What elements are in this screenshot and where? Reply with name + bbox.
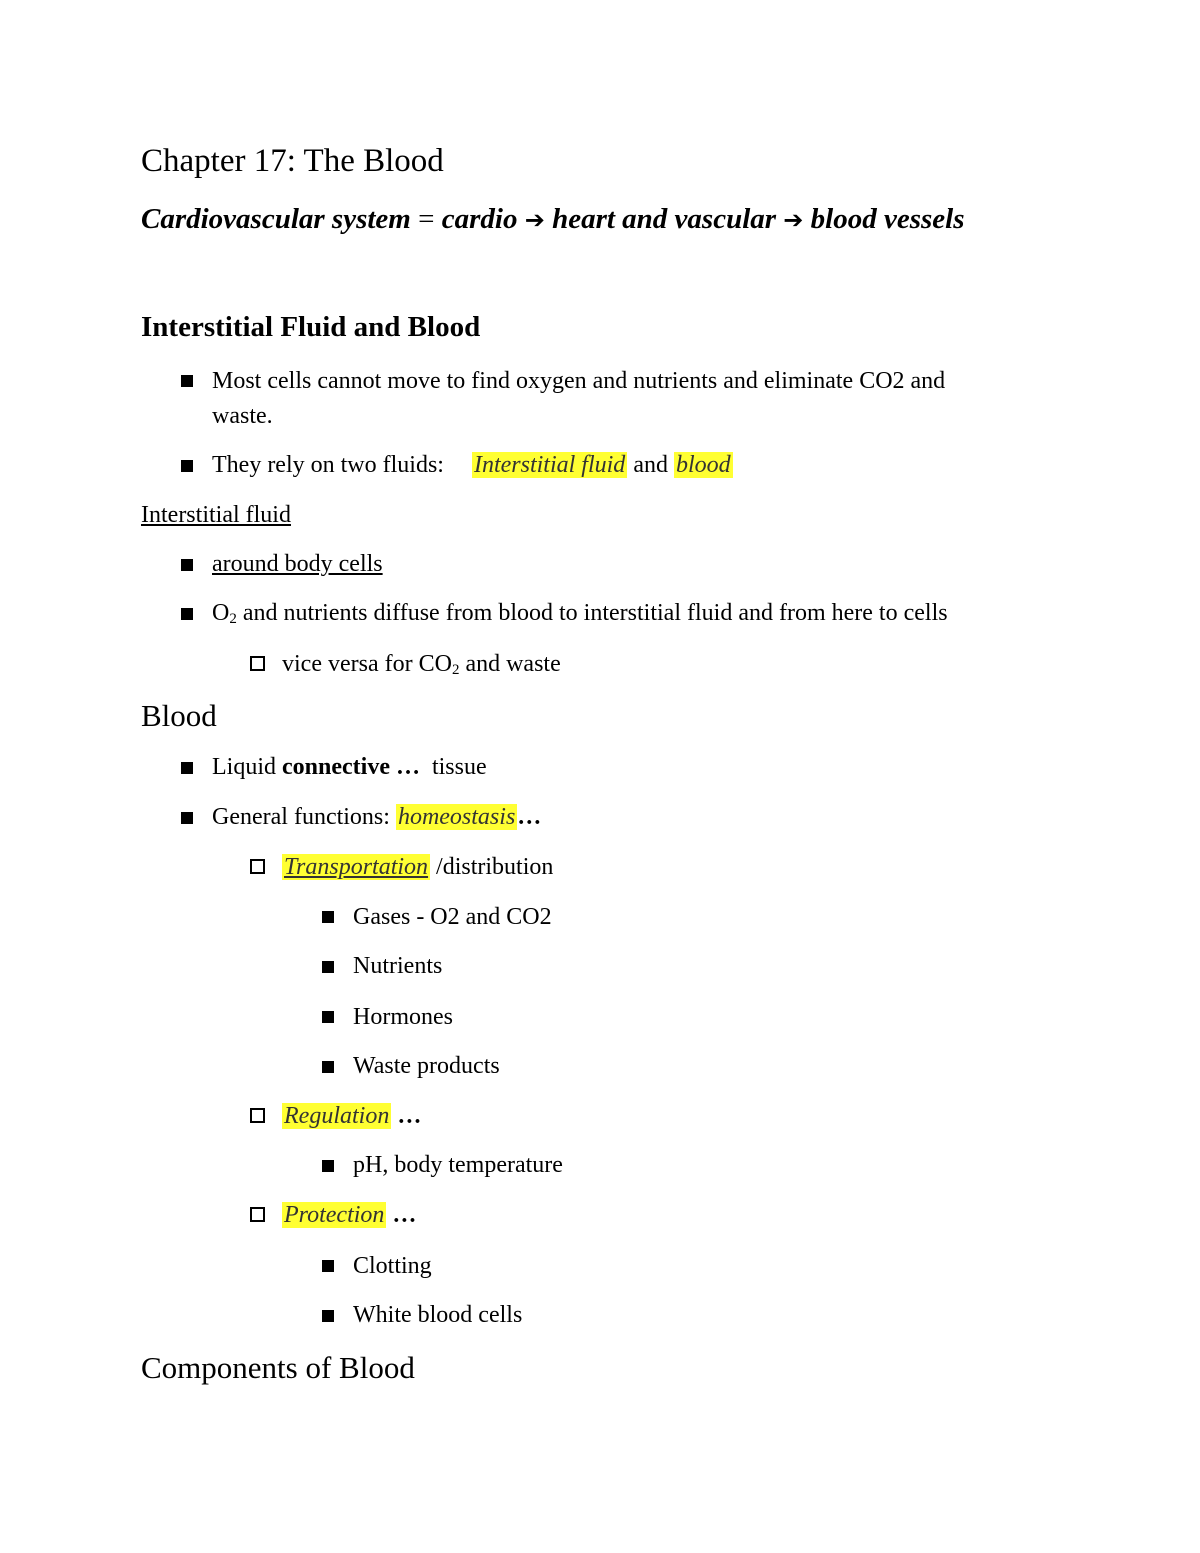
- o2-subscript: 2: [229, 611, 237, 627]
- bullet-text: around body cells: [212, 551, 383, 577]
- subheading-interstitial-fluid: Interstitial fluid: [141, 502, 291, 528]
- co2-subscript: 2: [451, 662, 460, 678]
- list-item: Hormones: [353, 1004, 453, 1030]
- list-item: Gases - O2 and CO2: [353, 904, 552, 930]
- square-bullet-icon: [181, 812, 193, 824]
- bullet-prefix: General functions:: [212, 804, 396, 830]
- bullet-text: [212, 755, 487, 779]
- bullet-part: tissue: [425, 754, 487, 780]
- section-heading-blood: Blood: [141, 698, 217, 733]
- bullet-text: [212, 453, 733, 477]
- square-bullet-icon: [322, 1061, 334, 1073]
- bullet-text-continuation: waste.: [212, 403, 273, 429]
- highlight-blood: blood: [675, 452, 731, 478]
- ellipsis: …: [517, 804, 542, 830]
- checkbox-bullet-icon: [250, 1108, 265, 1123]
- list-item: Nutrients: [353, 953, 443, 979]
- checkbox-bullet-icon: [250, 1207, 265, 1222]
- highlight-transportation: Transportation: [284, 854, 429, 880]
- bullet-prefix: They rely on two fluids:: [212, 452, 444, 478]
- highlight-regulation: Regulation: [284, 1103, 390, 1129]
- square-bullet-icon: [322, 1160, 334, 1172]
- square-bullet-icon: [181, 608, 193, 620]
- square-bullet-icon: [181, 762, 193, 774]
- highlight-interstitial-fluid: Interstitial fluid: [473, 452, 626, 478]
- square-bullet-icon: [322, 1260, 334, 1272]
- bullet-rest: and nutrients diffuse from blood to interstitial fluid and from here to cells: [236, 600, 948, 626]
- sub-bullet-text: [282, 652, 561, 676]
- highlight-homeostasis: homeostasis: [397, 804, 516, 830]
- bullet-text: [212, 805, 541, 829]
- bullet-and: and: [633, 452, 668, 478]
- subtitle-part2: cardio: [441, 203, 518, 235]
- list-item: Waste products: [353, 1053, 500, 1079]
- subtitle-part3: heart and vascular: [552, 203, 777, 235]
- sub-bullet-text: [282, 1104, 421, 1128]
- square-bullet-icon: [322, 1011, 334, 1023]
- sub-bullet-text: [282, 1203, 416, 1227]
- square-bullet-icon: [181, 559, 193, 571]
- checkbox-bullet-icon: [250, 656, 265, 671]
- subtitle-eq: =: [410, 203, 442, 235]
- ellipsis: …: [391, 1103, 422, 1129]
- highlight-protection: Protection: [284, 1202, 385, 1228]
- section-heading-components-of-blood: Components of Blood: [141, 1350, 415, 1385]
- checkbox-bullet-icon: [250, 859, 265, 874]
- list-item: White blood cells: [353, 1302, 523, 1328]
- square-bullet-icon: [181, 460, 193, 472]
- square-bullet-icon: [181, 375, 193, 387]
- section-heading-interstitial-fluid-and-blood: Interstitial Fluid and Blood: [141, 311, 481, 343]
- bullet-part: Liquid: [212, 754, 282, 780]
- square-bullet-icon: [322, 961, 334, 973]
- page-title: Chapter 17: The Blood: [141, 143, 444, 179]
- square-bullet-icon: [322, 1310, 334, 1322]
- bullet-text: Most cells cannot move to find oxygen and nutrients and eliminate CO2 and: [212, 368, 946, 394]
- o2-symbol: O: [212, 600, 230, 626]
- list-item: pH, body temperature: [353, 1152, 563, 1178]
- sub-bullet-text: [282, 855, 553, 879]
- sub-bullet-rest: and waste: [459, 651, 561, 677]
- subtitle-part1: Cardiovascular system: [141, 203, 411, 235]
- bullet-text: [212, 601, 948, 625]
- arrow-right-icon: ➔: [783, 206, 804, 234]
- square-bullet-icon: [322, 911, 334, 923]
- sub-bullet-rest: /distribution: [430, 854, 554, 880]
- bullet-bold: connective …: [282, 754, 420, 780]
- arrow-right-icon: ➔: [524, 206, 545, 234]
- sub-bullet-prefix: vice versa for CO: [282, 651, 452, 677]
- subtitle: [141, 205, 965, 234]
- ellipsis: …: [386, 1202, 417, 1228]
- list-item: Clotting: [353, 1253, 432, 1279]
- subtitle-part4: blood vessels: [810, 203, 965, 235]
